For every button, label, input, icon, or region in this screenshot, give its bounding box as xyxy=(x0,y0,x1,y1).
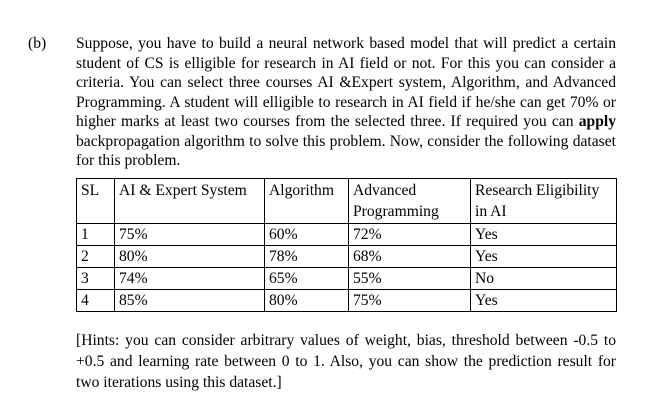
header-algorithm: Algorithm xyxy=(265,179,349,224)
table-cell: 74% xyxy=(115,268,265,290)
table-cell: 80% xyxy=(265,290,349,312)
table-cell: 55% xyxy=(349,268,471,290)
table-cell: 75% xyxy=(115,224,265,246)
table-cell: 85% xyxy=(115,290,265,312)
paragraph-bold-apply: apply xyxy=(578,113,616,130)
paragraph-text-1: Suppose, you have to build a neural network based model that will predict a certain student of CS is elligible for research in AI field or not. For this you can consider a criteria. You can select three courses AI &Expert system, Algorithm, and Advanced Programming. A student will elligible to research in AI field if he/she can get 70% or higher marks at least two courses from the selected three. If required you can xyxy=(76,35,616,130)
table-cell: Yes xyxy=(471,246,617,268)
hint-text: [Hints: you can consider arbitrary values of weight, bias, threshold between -0.5 to +0.5 and learning rate between 0 to 1. Also, you can show the prediction result for two iterations using this dataset.] xyxy=(76,332,616,391)
header-advanced-programming: Advanced Programming xyxy=(349,179,471,224)
table-cell: 65% xyxy=(265,268,349,290)
table-cell: No xyxy=(471,268,617,290)
table-cell: 60% xyxy=(265,224,349,246)
table-row xyxy=(77,268,617,290)
table-cell: Yes xyxy=(471,290,617,312)
paragraph-text-2: backpropagation algorithm to solve this problem. Now, consider the following dataset for this problem. xyxy=(76,132,616,169)
table-cell: 78% xyxy=(265,246,349,268)
header-research-eligibility: Research Eligibility in AI xyxy=(471,179,617,224)
table-cell: 2 xyxy=(77,246,115,268)
table-header-row xyxy=(77,179,617,224)
table-cell: 4 xyxy=(77,290,115,312)
table-row xyxy=(77,246,617,268)
table-cell: 80% xyxy=(115,246,265,268)
table-cell: 75% xyxy=(349,290,471,312)
header-ai-expert-system: AI & Expert System xyxy=(115,179,265,224)
table-cell: 68% xyxy=(349,246,471,268)
table-cell: 1 xyxy=(77,224,115,246)
table-cell: 3 xyxy=(77,268,115,290)
question-paragraph xyxy=(76,34,616,171)
table-cell: Yes xyxy=(471,224,617,246)
table-cell: 72% xyxy=(349,224,471,246)
question-label: (b) xyxy=(28,35,47,52)
header-sl: SL xyxy=(77,179,115,224)
table-row xyxy=(77,224,617,246)
table-row xyxy=(77,290,617,312)
dataset-table xyxy=(76,178,617,312)
